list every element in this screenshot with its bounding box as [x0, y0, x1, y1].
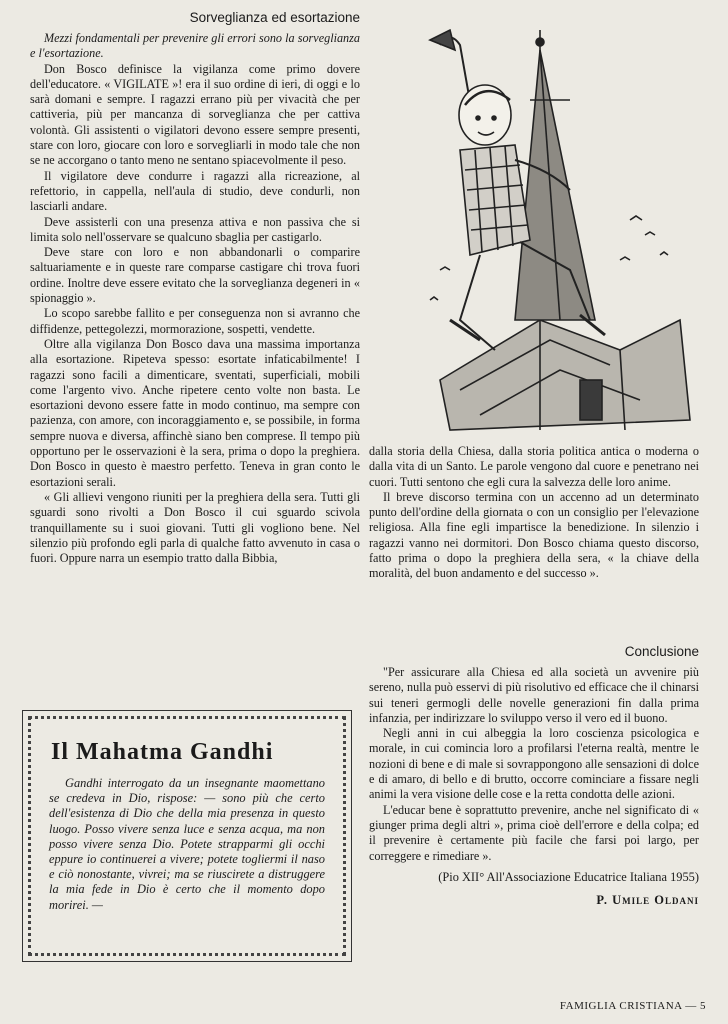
paragraph: Il vigilatore deve condurre i ragazzi alla ricreazione, al refettorio, in cappella, nell'aula di studio, deve condurli, non lasciarli andare.	[30, 168, 360, 214]
left-column	[30, 10, 360, 566]
right-column-continuation	[369, 444, 699, 582]
author-signature: P. Umile Oldani	[596, 892, 699, 907]
illustration-boy-climbing	[420, 20, 706, 440]
paragraph: Deve stare con loro e non abbandonarli o comparire saltuariamente e in queste rare comparse castigare chi trova fuori ordine. Inoltre deve essere evitato che la sorveglianza degeneri in « spionaggio ».	[30, 245, 360, 306]
paragraph: Deve assisterli con una presenza attiva e non passiva che si limita solo nell'osservare se qualcuno sbaglia per castigarlo.	[30, 214, 360, 244]
paragraph: Lo scopo sarebbe fallito e per conseguenza non si avranno che diffidenze, pettegolezzi, mormorazione, sospetti, vendette.	[30, 306, 360, 336]
paragraph: « Gli allievi vengono riuniti per la preghiera della sera. Tutti gli sguardi sono rivolti a Don Bosco il cui sguardo scivola tranquillamente su i suoi giovani. Tutti gli vogliono bene. Nel silenzio più profondo egli parla di qualche fatto avvenuto in casa o fuori. Oppure narra un esempio tratto dalla Bibbia,	[30, 489, 360, 566]
paragraph: "Per assicurare alla Chiesa ed alla società un avvenire più sereno, nulla può esservi di più risolutivo ed efficace che il chinarsi sui teneri germogli delle novelle generazioni fin dalla prima infanzia, per indirizzare lo sviluppo verso il vero ed il buono.	[369, 665, 699, 725]
left-body	[30, 31, 360, 566]
paragraph: Negli anni in cui albeggia la loro coscienza psicologica e morale, in cui comincia loro a profilarsi l'eterna realtà, mentre le nozioni di bene e di male si sovrappongono alle sensazioni di dolce e di amaro, di bello e di brutto, occorre cominciare a fissare negli animi la vera visione delle cose e la retta condotta delle azioni.	[369, 726, 699, 802]
section-title-conclusione: Conclusione	[624, 644, 699, 659]
box-title: Il Mahatma Gandhi	[51, 739, 274, 765]
paragraph: L'educar bene è soprattutto prevenire, anche nel significato di « giunger prima degli altri », prima cioè dell'errore e della colpa; ed il prevenire è certamente più facile che farsi poi largo, per correggere e rimediare ».	[369, 802, 699, 863]
paragraph: Il breve discorso termina con un accenno ad un determinato punto dell'ordine della giornata o con un consiglio per l'elevazione religiosa. Alla fine egli impartisce la benedizione. In silenzio i ragazzi vanno nei dormitori. Don Bosco chiama questo discorso, fatto prima o dopo la preghiera della sera, « la chiave della moralità, del buon andamento e del successo ».	[369, 489, 699, 581]
box-text: Gandhi interrogato da un insegnante maomettano se credeva in Dio, rispose: — sono più che certo dell'esistenza di Dio che della mia presenza in questo luogo. Posso vivere senza luce e senza acqua, ma non posso vivere senza Dio. Potete strapparmi gli occhi eppure io continuerei a vivere; potete togliermi il naso e ciò nonostante, vivrei; ma se riuscirete a distruggere la mia fede in Dio è certo che il momento dopo morirei. —	[49, 776, 325, 912]
conclusion-section	[369, 644, 699, 908]
paragraph: Don Bosco definisce la vigilanza come primo dovere dell'educatore. « VIGILATE »! era il suo ordine di ieri, di oggi e lo sarà domani e sempre. I ragazzi errano più per vivacità che per cattiveria, più per mancanza di sorveglianza che per cattiva volontà. Gli assistenti o vigilatori devono essere sempre presenti, stare con loro, giocare con loro e sorvegliarli in modo tale che non se ne accorgano o tanto meno ne sentano spiacevolmente il peso.	[30, 61, 360, 168]
page-footer: FAMIGLIA CRISTIANA — 5	[559, 1000, 706, 1012]
paragraph: Oltre alla vigilanza Don Bosco dava una massima importanza alla esortazione. Ripeteva spesso: esortate infaticabilmente! I ragazzi sono facili a dimenticare, sventati, superficiali, mobili come l'argento vivo. Anche ripetere cento volte non basta. Le esortazioni devono essere fatte in modo continuo, ma sempre con pazienza, con amore, con incoraggiamento e, se possibile, in forma sempre nuova e diversa, affinchè siano ben comprese. Il tempo più opportuno per le osservazioni è la sera, prima o dopo la preghiera. Don Bosco in questo è maestro perfetto. Teneva in gran conto le esortazioni serali.	[30, 336, 360, 489]
boy-on-roof-drawing	[420, 20, 706, 440]
paragraph: Mezzi fondamentali per prevenire gli errori sono la sorveglianza e l'esortazione.	[30, 31, 360, 61]
paragraph: dalla storia della Chiesa, dalla storia politica antica o moderna o dalla vita di un Santo. Le parole vengono dal cuore e penetrano nei cuori. Tutti sentono che egli cura la salvezza delle loro anime.	[369, 444, 699, 489]
section-title-sorveglianza: Sorveglianza ed esortazione	[189, 10, 360, 25]
gandhi-box-inner	[28, 716, 346, 956]
citation: (Pio XII° All'Associazione Educatrice Italiana 1955)	[438, 869, 699, 884]
gandhi-box	[22, 710, 352, 962]
